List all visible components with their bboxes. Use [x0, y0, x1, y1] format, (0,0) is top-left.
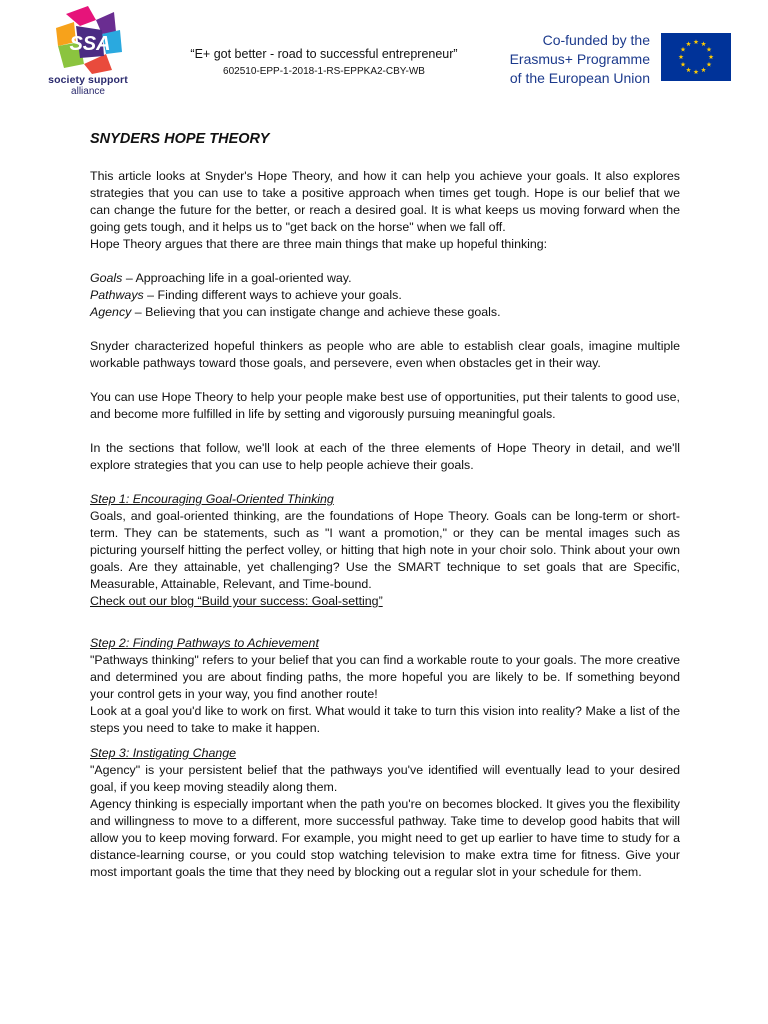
list-item: [90, 287, 680, 304]
element-text: – Finding different ways to achieve your goals.: [143, 288, 402, 302]
eu-cofunding-text: [494, 31, 650, 88]
eu-text-line1: Co-funded by the: [542, 32, 650, 48]
logo-text-line2: alliance: [71, 86, 105, 97]
eu-text-line3: of the European Union: [509, 70, 650, 86]
project-title: “E+ got better - road to successful entrepreneur”: [190, 47, 458, 61]
step-1-section: [90, 491, 680, 610]
logo-mark-text: SSA: [69, 33, 111, 55]
logo-text-line1: society support: [48, 74, 128, 86]
hopeful-thinkers-paragraph: Snyder characterized hopeful thinkers as people who are able to establish clear goals, imagine multiple workable pathways toward those goals, and persevere, even when obstacles get in their way.: [90, 339, 680, 370]
step-1-body: Goals, and goal-oriented thinking, are the foundations of Hope Theory. Goals can be long-term or short-term. They can be statements, such as "I want a promotion," or they can be mental images such as picturing yourself hitting the perfect volley, or hitting that high note in your choir solo. Think about your own goals. Are they attainable, yet challenging? Use the SMART technique to set goals that are Specific, Measurable, Attainable, Relevant, and Time-bound.: [90, 509, 680, 591]
element-term: Goals: [90, 271, 123, 285]
element-term: Pathways: [90, 288, 144, 302]
society-support-alliance-logo: [36, 6, 140, 100]
goal-setting-blog-link[interactable]: Check out our blog “Build your success: Goal-setting”: [90, 594, 383, 608]
step-3-body-2: Agency thinking is especially important when the path you're on becomes blocked. It gives you the flexibility and willingness to move to a different, more successful pathway. Take time to develop good habits that will allow you to keep moving forward. For example, you might need to get up earlier to have time to study for a distance-learning course, or you could stop watching television to make extra time for fitness. Give your most important goals the time that they need by blocking out a regular slot in your schedule for them.: [90, 797, 680, 879]
project-code: 602510-EPP-1-2018-1-RS-EPPKA2-CBY-WB: [223, 66, 425, 77]
step-3-heading: Step 3: Instigating Change: [90, 746, 237, 760]
step-3-section: [90, 745, 680, 881]
eu-text-line2: Erasmus+ Programme: [509, 51, 650, 67]
step-3-body: "Agency" is your persistent belief that the pathways you've identified will eventually lead to your desired goal, if you keep moving steadily along them.: [90, 763, 680, 794]
intro-paragraph-2: Hope Theory argues that there are three main things that make up hopeful thinking:: [90, 237, 548, 251]
intro-paragraph: This article looks at Snyder's Hope Theory, and how it can help you achieve your goals. It also explores strategies that you can use to take a positive approach when times get tough. Hope is our belief that we can change the future for the better, or reach a desired goal. It is what keeps us moving forward when the going gets tough, and it helps us to "get back on the horse" when we fall off.: [90, 169, 680, 234]
document-body: [90, 130, 680, 881]
document-title: SNYDERS HOPE THEORY: [90, 131, 270, 147]
step-2-body-2: Look at a goal you'd like to work on first. What would it take to turn this vision into reality? Make a list of the steps you need to take to make it happen.: [90, 704, 680, 735]
eu-flag-icon: [661, 33, 731, 81]
step-2-heading: Step 2: Finding Pathways to Achievement: [90, 636, 319, 650]
step-1-heading: Step 1: Encouraging Goal-Oriented Thinking: [90, 492, 334, 506]
list-item: [90, 270, 680, 287]
sections-paragraph: In the sections that follow, we'll look at each of the three elements of Hope Theory in detail, and we'll explore strategies that you can use to help people achieve their goals.: [90, 441, 680, 472]
list-item: [90, 304, 680, 321]
logo-mark-icon: [36, 6, 140, 76]
step-2-body: "Pathways thinking" refers to your belief that you can find a workable route to your goals. The more creative and determined you are about finding paths, the more hopeful you are likely to be. If something beyond your control gets in your way, you find another route!: [90, 653, 680, 701]
use-hope-theory-paragraph: You can use Hope Theory to help your people make best use of opportunities, put their talents to good use, and become more fulfilled in life by setting and vigorously pursuing meaningful goals.: [90, 390, 680, 421]
element-term: Agency: [90, 305, 132, 319]
element-text: – Believing that you can instigate change and achieve these goals.: [131, 305, 501, 319]
element-text: – Approaching life in a goal-oriented way.: [122, 271, 352, 285]
page-header: [0, 0, 768, 110]
step-2-section: [90, 635, 680, 737]
hope-elements-list: [90, 270, 680, 321]
